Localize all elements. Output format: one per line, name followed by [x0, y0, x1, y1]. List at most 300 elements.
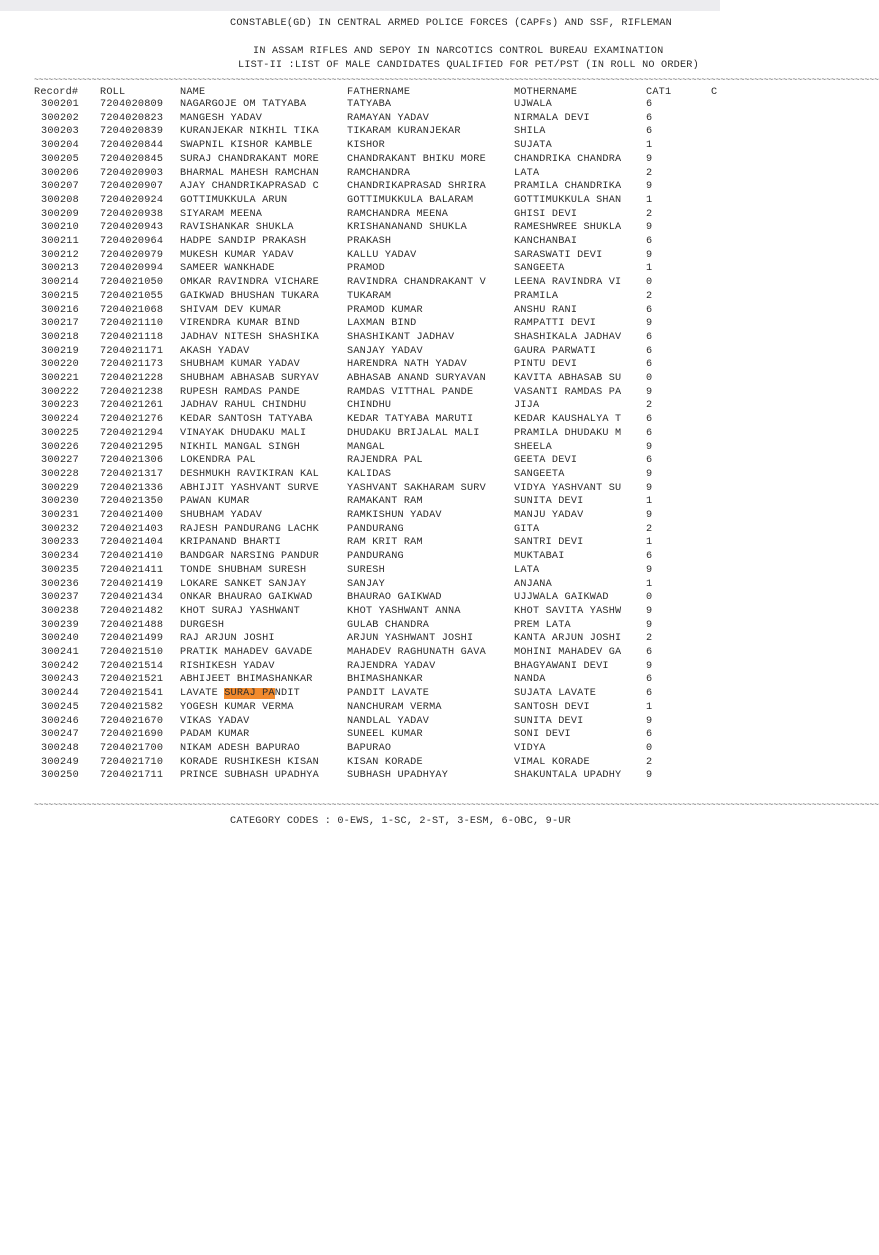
name-cell: PRATIK MAHADEV GAVADE [180, 647, 313, 658]
cat1-cell: 9 [646, 153, 653, 165]
roll-cell: 7204021068 [100, 304, 164, 316]
cat1-cell: 6 [646, 112, 653, 124]
table-row [0, 235, 720, 249]
roll-cell: 7204021541 [100, 688, 164, 700]
fathername-cell: CHANDRIKAPRASAD SHRIRA [347, 181, 486, 193]
fathername-cell: RAMAYAN YADAV [347, 112, 430, 124]
name-cell: RAJESH PANDURANG LACHK [180, 523, 319, 535]
roll-cell: 7204021700 [100, 742, 164, 754]
mothername-cell: PRAMILA [514, 290, 559, 302]
mothername-cell: SHILA [514, 126, 546, 138]
name-cell: SURAJ CHANDRAKANT MORE [180, 153, 319, 165]
roll-cell: 7204021710 [100, 756, 164, 768]
roll-cell: 7204020924 [100, 194, 164, 206]
mothername-cell: SANGEETA [514, 263, 565, 275]
table-row [0, 221, 720, 235]
name-cell: SHUBHAM YADAV [180, 510, 263, 521]
mothername-cell: SANGEETA [514, 468, 565, 480]
mothername-cell: VIMAL KORADE [514, 756, 590, 768]
fathername-cell: MAHADEV RAGHUNATH GAVA [347, 647, 486, 658]
cat1-cell: 2 [646, 633, 653, 645]
cat1-cell: 6 [646, 551, 653, 563]
cat1-cell: 6 [646, 331, 653, 343]
record-cell: 300233 [41, 537, 79, 549]
record-cell: 300208 [41, 194, 79, 206]
name-cell: SHUBHAM KUMAR YADAV [180, 359, 300, 371]
cat1-cell: 1 [646, 496, 653, 508]
record-cell: 300239 [41, 619, 79, 631]
mothername-cell: SANTOSH DEVI [514, 701, 590, 713]
cat1-cell: 9 [646, 441, 653, 453]
cat1-cell: 6 [646, 99, 653, 110]
roll-cell: 7204020845 [100, 153, 164, 165]
fathername-cell: NANCHURAM VERMA [347, 701, 442, 713]
name-cell: ONKAR BHAURAO GAIKWAD [180, 592, 313, 604]
record-cell: 300241 [41, 647, 79, 658]
fathername-cell: SANJAY [347, 578, 385, 590]
fathername-cell: SUBHASH UPADHYAY [347, 770, 449, 782]
roll-cell: 7204020979 [100, 249, 164, 261]
roll-cell: 7204020943 [100, 222, 164, 234]
fathername-cell: SUNEEL KUMAR [347, 729, 423, 741]
cat1-cell: 2 [646, 523, 653, 535]
table-row [0, 578, 720, 592]
record-cell: 300221 [41, 373, 79, 384]
table-row [0, 167, 720, 181]
table-row [0, 564, 720, 578]
separator-bottom: ~~~~~~~~~~~~~~~~~~~~~~~~~~~~~~~~~~~~~~~~~~~~~~~~~~~~~~~~~~~~~~~~~~~~~~~~~~~~~~~~~~~~~~~~~~~~~~~~~~~~~~~~~~~~~~~~~~~~~~~~~~~~~~~~~~~~~~~~~~~~~~~~~~~~~~~~~~~~~~~~~~~~~~~~~~~~~~~~ [34, 801, 879, 810]
mothername-cell: GOTTIMUKKULA SHAN [514, 194, 622, 206]
name-cell: NIKAM ADESH BAPURAO [180, 742, 300, 754]
roll-cell: 7204021514 [100, 660, 164, 672]
fathername-cell: RAJENDRA PAL [347, 455, 423, 467]
record-cell: 300226 [41, 441, 79, 453]
name-cell: SAMEER WANKHADE [180, 263, 275, 275]
table-row [0, 413, 720, 427]
table-row [0, 728, 720, 742]
cat1-cell: 6 [646, 236, 653, 247]
table-row [0, 208, 720, 222]
separator-top: ~~~~~~~~~~~~~~~~~~~~~~~~~~~~~~~~~~~~~~~~~~~~~~~~~~~~~~~~~~~~~~~~~~~~~~~~~~~~~~~~~~~~~~~~~~~~~~~~~~~~~~~~~~~~~~~~~~~~~~~~~~~~~~~~~~~~~~~~~~~~~~~~~~~~~~~~~~~~~~~~~~~~~~~~~~~~~~~~ [34, 76, 879, 85]
table-row [0, 262, 720, 276]
name-cell: KORADE RUSHIKESH KISAN [180, 756, 319, 768]
fathername-cell: DHUDAKU BRIJALAL MALI [347, 427, 480, 439]
cat1-cell: 6 [646, 414, 653, 426]
roll-cell: 7204021261 [100, 400, 164, 412]
fathername-cell: ARJUN YASHWANT JOSHI [347, 633, 474, 645]
category-codes-footer: CATEGORY CODES : 0-EWS, 1-SC, 2-ST, 3-ESM, 6-OBC, 9-UR [230, 816, 571, 827]
mothername-cell: KAVITA ABHASAB SU [514, 373, 622, 384]
name-cell: ABHIJEET BHIMASHANKAR [180, 674, 313, 686]
table-row [0, 358, 720, 372]
mothername-cell: VIDYA YASHVANT SU [514, 482, 622, 494]
fathername-cell: LAXMAN BIND [347, 318, 417, 330]
mothername-cell: VASANTI RAMDAS PA [514, 386, 622, 398]
record-cell: 300234 [41, 551, 79, 563]
fathername-cell: SURESH [347, 564, 385, 576]
table-row [0, 249, 720, 263]
roll-cell: 7204021510 [100, 647, 164, 658]
name-cell: JADHAV NITESH SHASHIKA [180, 331, 319, 343]
record-cell: 300215 [41, 290, 79, 302]
fathername-cell: PRAKASH [347, 236, 392, 247]
cat1-cell: 1 [646, 537, 653, 549]
roll-cell: 7204021276 [100, 414, 164, 426]
table-row [0, 112, 720, 126]
name-cell: SWAPNIL KISHOR KAMBLE [180, 140, 313, 152]
record-cell: 300231 [41, 510, 79, 521]
cat1-cell: 9 [646, 510, 653, 521]
roll-cell: 7204020907 [100, 181, 164, 193]
table-row [0, 536, 720, 550]
roll-cell: 7204021055 [100, 290, 164, 302]
cat1-cell: 6 [646, 455, 653, 467]
mothername-cell: LATA [514, 564, 540, 576]
record-cell: 300232 [41, 523, 79, 535]
fathername-cell: CHINDHU [347, 400, 392, 412]
cat1-cell: 6 [646, 647, 653, 658]
mothername-cell: RAMPATTI DEVI [514, 318, 597, 330]
table-row [0, 701, 720, 715]
table-row [0, 646, 720, 660]
record-cell: 300209 [41, 208, 79, 220]
table-row [0, 345, 720, 359]
fathername-cell: CHANDRAKANT BHIKU MORE [347, 153, 486, 165]
cat1-cell: 9 [646, 482, 653, 494]
cat1-cell: 6 [646, 688, 653, 700]
roll-cell: 7204021711 [100, 770, 164, 782]
mothername-cell: VIDYA [514, 742, 546, 754]
fathername-cell: RAJENDRA YADAV [347, 660, 436, 672]
mothername-cell: NANDA [514, 674, 546, 686]
record-cell: 300203 [41, 126, 79, 138]
fathername-cell: PRAMOD [347, 263, 385, 275]
cat1-cell: 1 [646, 194, 653, 206]
roll-cell: 7204021400 [100, 510, 164, 521]
record-cell: 300210 [41, 222, 79, 234]
record-cell: 300240 [41, 633, 79, 645]
table-row [0, 125, 720, 139]
fathername-cell: TATYABA [347, 99, 392, 110]
record-cell: 300214 [41, 277, 79, 289]
cat1-cell: 6 [646, 427, 653, 439]
name-cell: DURGESH [180, 619, 225, 631]
cat1-cell: 6 [646, 674, 653, 686]
name-cell: GOTTIMUKKULA ARUN [180, 194, 288, 206]
table-row [0, 742, 720, 756]
record-cell: 300247 [41, 729, 79, 741]
name-cell: BANDGAR NARSING PANDUR [180, 551, 319, 563]
name-cell: KEDAR SANTOSH TATYABA [180, 414, 313, 426]
record-cell: 300242 [41, 660, 79, 672]
roll-cell: 7204021419 [100, 578, 164, 590]
name-cell: BHARMAL MAHESH RAMCHAN [180, 167, 319, 179]
table-row [0, 386, 720, 400]
record-cell: 300246 [41, 715, 79, 727]
mothername-cell: SARASWATI DEVI [514, 249, 603, 261]
table-row [0, 427, 720, 441]
fathername-cell: RAMCHANDRA [347, 167, 411, 179]
table-row [0, 276, 720, 290]
record-cell: 300224 [41, 414, 79, 426]
cat1-cell: 0 [646, 373, 653, 384]
record-cell: 300228 [41, 468, 79, 480]
fathername-cell: KEDAR TATYABA MARUTI [347, 414, 474, 426]
record-cell: 300227 [41, 455, 79, 467]
table-row [0, 605, 720, 619]
table-row [0, 468, 720, 482]
fathername-cell: KALIDAS [347, 468, 392, 480]
record-cell: 300250 [41, 770, 79, 782]
fathername-cell: RAMDAS VITTHAL PANDE [347, 386, 474, 398]
mothername-cell: SHASHIKALA JADHAV [514, 331, 622, 343]
mothername-cell: CHANDRIKA CHANDRA [514, 153, 622, 165]
fathername-cell: PANDURANG [347, 551, 404, 563]
cat1-cell: 2 [646, 290, 653, 302]
mothername-cell: GEETA DEVI [514, 455, 578, 467]
mothername-cell: SUNITA DEVI [514, 715, 584, 727]
cat1-cell: 0 [646, 742, 653, 754]
cat1-cell: 6 [646, 345, 653, 357]
name-cell: AJAY CHANDRIKAPRASAD C [180, 181, 319, 193]
header-roll: ROLL [100, 87, 126, 98]
table-row [0, 715, 720, 729]
roll-cell: 7204020823 [100, 112, 164, 124]
record-cell: 300220 [41, 359, 79, 371]
roll-cell: 7204021350 [100, 496, 164, 508]
name-cell: RAVISHANKAR SHUKLA [180, 222, 294, 234]
name-cell: RISHIKESH YADAV [180, 660, 275, 672]
record-cell: 300212 [41, 249, 79, 261]
name-cell: SIYARAM MEENA [180, 208, 263, 220]
fathername-cell: TUKARAM [347, 290, 392, 302]
name-cell: HADPE SANDIP PRAKASH [180, 236, 307, 247]
fathername-cell: GULAB CHANDRA [347, 619, 430, 631]
name-cell: KURANJEKAR NIKHIL TIKA [180, 126, 319, 138]
table-row [0, 495, 720, 509]
record-cell: 300217 [41, 318, 79, 330]
table-row [0, 153, 720, 167]
name-cell: RUPESH RAMDAS PANDE [180, 386, 300, 398]
table-row [0, 304, 720, 318]
mothername-cell: JIJA [514, 400, 540, 412]
record-cell: 300207 [41, 181, 79, 193]
header-line-1: CONSTABLE(GD) IN CENTRAL ARMED POLICE FORCES (CAPFs) AND SSF, RIFLEMAN [230, 18, 672, 29]
fathername-cell: KHOT YASHWANT ANNA [347, 605, 461, 617]
roll-cell: 7204021306 [100, 455, 164, 467]
name-cell: LAVATE SURAJ PANDIT [180, 688, 300, 700]
mothername-cell: MOHINI MAHADEV GA [514, 647, 622, 658]
cat1-cell: 2 [646, 208, 653, 220]
roll-cell: 7204021582 [100, 701, 164, 713]
cat1-cell: 9 [646, 249, 653, 261]
record-cell: 300201 [41, 99, 79, 110]
record-cell: 300230 [41, 496, 79, 508]
fathername-cell: PRAMOD KUMAR [347, 304, 423, 316]
table-row [0, 523, 720, 537]
roll-cell: 7204021118 [100, 331, 164, 343]
fathername-cell: ABHASAB ANAND SURYAVAN [347, 373, 486, 384]
roll-cell: 7204021317 [100, 468, 164, 480]
mothername-cell: LEENA RAVINDRA VI [514, 277, 622, 289]
mothername-cell: UJJWALA GAIKWAD [514, 592, 609, 604]
roll-cell: 7204021690 [100, 729, 164, 741]
fathername-cell: HARENDRA NATH YADAV [347, 359, 467, 371]
table-row [0, 317, 720, 331]
table-row [0, 591, 720, 605]
record-cell: 300218 [41, 331, 79, 343]
cat1-cell: 9 [646, 770, 653, 782]
fathername-cell: BHAURAO GAIKWAD [347, 592, 442, 604]
mothername-cell: NIRMALA DEVI [514, 112, 590, 124]
fathername-cell: RAM KRIT RAM [347, 537, 423, 549]
highlighted-text: SURAJ PA [224, 688, 275, 700]
name-cell: PADAM KUMAR [180, 729, 250, 741]
name-cell: SHUBHAM ABHASAB SURYAV [180, 373, 319, 384]
record-cell: 300249 [41, 756, 79, 768]
fathername-cell: PANDIT LAVATE [347, 688, 430, 700]
record-cell: 300213 [41, 263, 79, 275]
mothername-cell: RAMESHWREE SHUKLA [514, 222, 622, 234]
header-name: NAME [180, 87, 206, 98]
name-cell: NIKHIL MANGAL SINGH [180, 441, 300, 453]
cat1-cell: 9 [646, 605, 653, 617]
mothername-cell: KEDAR KAUSHALYA T [514, 414, 622, 426]
roll-cell: 7204021482 [100, 605, 164, 617]
mothername-cell: KANTA ARJUN JOSHI [514, 633, 622, 645]
record-cell: 300222 [41, 386, 79, 398]
roll-cell: 7204021173 [100, 359, 164, 371]
table-row [0, 98, 720, 112]
cat1-cell: 1 [646, 140, 653, 152]
name-cell: PRINCE SUBHASH UPADHYA [180, 770, 319, 782]
table-row [0, 290, 720, 304]
record-cell: 300237 [41, 592, 79, 604]
cat1-cell: 9 [646, 715, 653, 727]
header-line-3: LIST-II :LIST OF MALE CANDIDATES QUALIFIED FOR PET/PST (IN ROLL NO ORDER) [238, 60, 699, 71]
record-cell: 300245 [41, 701, 79, 713]
roll-cell: 7204021670 [100, 715, 164, 727]
fathername-cell: KALLU YADAV [347, 249, 417, 261]
fathername-cell: SHASHIKANT JADHAV [347, 331, 455, 343]
fathername-cell: BAPURAO [347, 742, 392, 754]
cat1-cell: 0 [646, 592, 653, 604]
cat1-cell: 9 [646, 222, 653, 234]
roll-cell: 7204020938 [100, 208, 164, 220]
fathername-cell: TIKARAM KURANJEKAR [347, 126, 461, 138]
table-row [0, 756, 720, 770]
name-cell: KRIPANAND BHARTI [180, 537, 282, 549]
roll-cell: 7204020994 [100, 263, 164, 275]
cat1-cell: 6 [646, 359, 653, 371]
fathername-cell: KISAN KORADE [347, 756, 423, 768]
mothername-cell: PREM LATA [514, 619, 571, 631]
table-row [0, 550, 720, 564]
roll-cell: 7204021171 [100, 345, 164, 357]
name-cell: PAWAN KUMAR [180, 496, 250, 508]
record-cell: 300236 [41, 578, 79, 590]
record-cell: 300211 [41, 236, 79, 247]
mothername-cell: KANCHANBAI [514, 236, 578, 247]
table-row [0, 632, 720, 646]
cat1-cell: 2 [646, 167, 653, 179]
name-cell: YOGESH KUMAR VERMA [180, 701, 294, 713]
roll-cell: 7204021228 [100, 373, 164, 384]
header-mothername: MOTHERNAME [514, 87, 578, 98]
mothername-cell: GAURA PARWATI [514, 345, 597, 357]
mothername-cell: SHAKUNTALA UPADHY [514, 770, 622, 782]
header-cat2: C [711, 87, 718, 98]
name-cell: AKASH YADAV [180, 345, 250, 357]
cat1-cell: 9 [646, 619, 653, 631]
record-cell: 300206 [41, 167, 79, 179]
table-row [0, 769, 720, 783]
record-cell: 300243 [41, 674, 79, 686]
table-row [0, 660, 720, 674]
mothername-cell: PRAMILA CHANDRIKA [514, 181, 622, 193]
fathername-cell: NANDLAL YADAV [347, 715, 430, 727]
fathername-cell: YASHVANT SAKHARAM SURV [347, 482, 486, 494]
name-cell: DESHMUKH RAVIKIRAN KAL [180, 468, 319, 480]
cat1-cell: 9 [646, 468, 653, 480]
fathername-cell: SANJAY YADAV [347, 345, 423, 357]
header-fathername: FATHERNAME [347, 87, 411, 98]
cat1-cell: 9 [646, 181, 653, 193]
mothername-cell: KHOT SAVITA YASHW [514, 605, 622, 617]
roll-cell: 7204021403 [100, 523, 164, 535]
table-row [0, 372, 720, 386]
record-cell: 300205 [41, 153, 79, 165]
record-cell: 300219 [41, 345, 79, 357]
cat1-cell: 2 [646, 756, 653, 768]
record-cell: 300225 [41, 427, 79, 439]
record-cell: 300216 [41, 304, 79, 316]
roll-cell: 7204021050 [100, 277, 164, 289]
mothername-cell: LATA [514, 167, 540, 179]
fathername-cell: RAMAKANT RAM [347, 496, 423, 508]
record-cell: 300229 [41, 482, 79, 494]
fathername-cell: PANDURANG [347, 523, 404, 535]
cat1-cell: 1 [646, 578, 653, 590]
name-cell: TONDE SHUBHAM SURESH [180, 564, 307, 576]
roll-cell: 7204021294 [100, 427, 164, 439]
mothername-cell: SANTRI DEVI [514, 537, 584, 549]
cat1-cell: 6 [646, 304, 653, 316]
roll-cell: 7204021411 [100, 564, 164, 576]
table-row [0, 399, 720, 413]
top-bar [0, 0, 720, 11]
roll-cell: 7204020903 [100, 167, 164, 179]
mothername-cell: SUNITA DEVI [514, 496, 584, 508]
header-cat1: CAT1 [646, 87, 672, 98]
header-record: Record# [34, 87, 79, 98]
cat1-cell: 0 [646, 277, 653, 289]
roll-cell: 7204020809 [100, 99, 164, 110]
name-cell: MANGESH YADAV [180, 112, 263, 124]
table-row [0, 619, 720, 633]
cat1-cell: 9 [646, 564, 653, 576]
table-row [0, 180, 720, 194]
mothername-cell: GITA [514, 523, 540, 535]
roll-cell: 7204021434 [100, 592, 164, 604]
roll-cell: 7204021521 [100, 674, 164, 686]
table-row [0, 509, 720, 523]
mothername-cell: ANJANA [514, 578, 552, 590]
name-cell: OMKAR RAVINDRA VICHARE [180, 277, 319, 289]
roll-cell: 7204021410 [100, 551, 164, 563]
fathername-cell: BHIMASHANKAR [347, 674, 423, 686]
mothername-cell: PINTU DEVI [514, 359, 578, 371]
